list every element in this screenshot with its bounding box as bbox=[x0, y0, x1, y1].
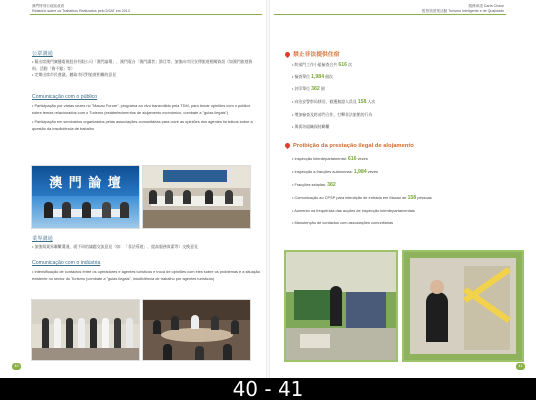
item-text: • Inspecção interdepartamental: bbox=[292, 156, 348, 161]
section1-pt-bullet: • Participação por várias vezes no "Macau Forum", programa ao vivo transmitido pela TDM, para trocar opiniões com o público sobre temas relacionados com o Turismo (estabelecimentos de alojamento económico, combate a "guias ilegais") bbox=[32, 103, 251, 115]
item-text: • 增加檢查及跨部門合作，打擊非法旅館的行為 bbox=[292, 112, 373, 117]
item-number: 382 bbox=[311, 86, 320, 92]
item-unit: pessoas bbox=[416, 195, 432, 200]
item-text: • 與街坊組織保持聯繫 bbox=[292, 124, 330, 129]
right-header-line1: 服務承諾 Carta Chave bbox=[468, 4, 504, 8]
section2-cn-bullet: • 加強與業界聯繫溝通，就不同的議題交流意見（如：「非法導遊」、提高服務質素等）交換意見 bbox=[32, 244, 198, 249]
section1-body-pt bbox=[32, 103, 260, 132]
block2-item bbox=[292, 220, 393, 225]
item-text: • Comunicação ao CPSP para interdição de entrada em Macau de bbox=[292, 195, 408, 200]
block2-item bbox=[292, 195, 432, 201]
item-unit: 個次 bbox=[324, 74, 333, 79]
left-header-line1: 澳門特別行政區政府 bbox=[32, 4, 65, 8]
block1-item bbox=[292, 74, 333, 80]
item-unit: 次 bbox=[346, 62, 352, 67]
item-text: • Fracções seladas: bbox=[292, 182, 328, 187]
photo-group-meeting bbox=[31, 299, 140, 361]
item-text: • 封印單位 bbox=[292, 86, 312, 91]
block2-item bbox=[292, 208, 415, 213]
item-text: • Aumento na frequência das acções de inspecção interdepartamentais bbox=[292, 208, 415, 213]
section1-pt-bullet: • Participação em seminários organizados pelas associações comunitárias para ouvir as opiniões dos agentes turísticos sobre a questão da insuficiência de trabalho bbox=[32, 119, 253, 131]
page-gutter bbox=[266, 0, 270, 378]
forum-banner-text: 澳 門 論 壇 bbox=[49, 176, 122, 191]
section2-body-cn bbox=[32, 244, 260, 251]
photo-macau-forum bbox=[31, 165, 140, 229]
photo-community-seminar bbox=[142, 165, 251, 229]
left-header-rule bbox=[30, 14, 262, 15]
photo-illegal-lodging-room bbox=[284, 250, 398, 362]
block1-item bbox=[292, 99, 375, 105]
block1-item bbox=[292, 86, 325, 92]
block2-item bbox=[292, 182, 336, 188]
section2-title-cn: 業界溝通 bbox=[32, 236, 53, 242]
right-header-rule bbox=[274, 14, 506, 15]
section1-body-cn bbox=[32, 59, 260, 79]
page-range-caption: 40 - 41 bbox=[232, 377, 304, 401]
item-text: • 跨部門工作小組檢查合共 bbox=[292, 62, 339, 67]
block1-title bbox=[285, 49, 339, 58]
photo-industry-meeting bbox=[142, 299, 251, 361]
item-number: 1,984 bbox=[311, 74, 325, 80]
item-number: 616 bbox=[347, 156, 357, 162]
right-page-header bbox=[422, 4, 504, 13]
block1-item bbox=[292, 112, 372, 118]
block2-item bbox=[292, 156, 368, 162]
section2-pt-bullet: • Intensificação de contactos entre os operadores e agentes turísticos e troca de opiniões com eles sobre os problemas e a situação existente no sector do Turismo (combate a "guias ilegais", insuficiência de trabalho por agentes turísticos) bbox=[32, 269, 261, 281]
item-unit: 人次 bbox=[366, 99, 376, 104]
map-pin-icon bbox=[284, 51, 291, 58]
block1-item bbox=[292, 62, 352, 68]
item-number: 616 bbox=[338, 62, 347, 68]
item-unit: vezes bbox=[366, 169, 378, 174]
left-header-line2: Relatório sobre os Trabalhos Realizados pelo DSAT em 2013 bbox=[32, 8, 130, 13]
item-text: • 向治安警察局移送、截獲無證人員及 bbox=[292, 99, 358, 104]
section1-cn-bullet: • 藉出席澳門廣播電視股份有限公司「澳門論壇」、澳門電台「澳門講者」節目等，加強向市民宣傳旅遊相關資訊（如澳門旅遊資料、活動「夠不鬆」等） bbox=[32, 59, 253, 71]
block2-title-text: Proibição da prestação ilegal de alojamento bbox=[293, 143, 414, 150]
item-text: • 檢查單位 bbox=[292, 74, 312, 79]
section1-title-cn: 公眾溝通 bbox=[32, 51, 53, 57]
section2-body-pt bbox=[32, 269, 260, 282]
section1-title-pt: Comunicação com o público bbox=[32, 94, 98, 100]
photo-sealed-unit bbox=[402, 250, 524, 362]
section1-cn-bullet: • 定期出席市民會議，聽取市民對旅遊相關的意見 bbox=[32, 72, 117, 77]
block2-title bbox=[285, 143, 414, 149]
item-number: 382 bbox=[327, 182, 336, 188]
item-number: 1,984 bbox=[353, 169, 367, 175]
map-pin-icon bbox=[284, 142, 291, 149]
item-text: • Manutenção de contactos com associações comunitárias bbox=[292, 220, 394, 225]
block2-item bbox=[292, 169, 378, 175]
item-unit: 個 bbox=[319, 86, 325, 91]
item-number: 158 bbox=[407, 195, 417, 201]
section2-title-pt: Comunicação com o indústria bbox=[32, 260, 101, 266]
left-page-number: 40 bbox=[12, 363, 21, 370]
item-number: 158 bbox=[357, 99, 367, 105]
right-page-number: 41 bbox=[516, 363, 525, 370]
right-header-line2: 監管旅遊業活動 Turismo Inteligente e de Qualidade bbox=[422, 8, 504, 13]
item-unit: vezes bbox=[356, 156, 368, 161]
item-text: • Inspecção a fracções autónomas: bbox=[292, 169, 354, 174]
block1-item bbox=[292, 124, 329, 130]
block1-title-text: 禁止非法提供住宿 bbox=[293, 52, 340, 58]
left-page-header bbox=[32, 4, 130, 13]
